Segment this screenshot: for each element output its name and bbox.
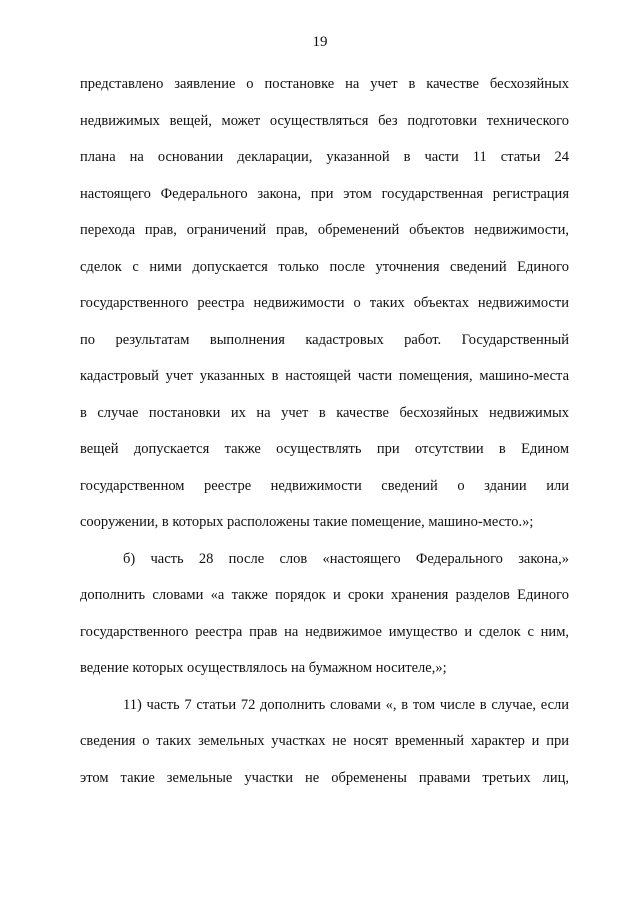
text-line: перехода прав, ограничений прав, обременений объектов недвижимости, <box>80 222 569 238</box>
page-number: 19 <box>312 34 328 50</box>
text-line: государственного реестра недвижимости о таких объектах недвижимости <box>80 295 569 311</box>
body-text <box>80 66 569 796</box>
text-line: сооружении, в которых расположены такие помещение, машино-место.»; <box>80 514 534 530</box>
text-line: сделок с ними допускается только после уточнения сведений Единого <box>80 258 569 275</box>
text-line: вещей допускается также осуществлять при отсутствии в Едином <box>80 441 569 457</box>
text-line: б) часть 28 после слов «настоящего Федерального закона,» <box>123 550 569 567</box>
paragraph-1 <box>80 66 569 541</box>
text-line: представлено заявление о постановке на учет в качестве бесхозяйных <box>80 76 569 92</box>
text-line: настоящего Федерального закона, при этом государственная регистрация <box>80 185 569 202</box>
text-line: сведения о таких земельных участках не носят временный характер и при <box>80 733 569 749</box>
text-line: этом такие земельные участки не обременены правами третьих лиц, <box>80 769 569 786</box>
text-line: дополнить словами «а также порядок и сроки хранения разделов Единого <box>80 587 569 603</box>
text-line: в случае постановки их на учет в качестве бесхозяйных недвижимых <box>80 404 569 421</box>
text-line: кадастровый учет указанных в настоящей части помещения, машино-места <box>80 368 569 384</box>
paragraph-2 <box>80 541 569 687</box>
text-line: государственного реестра прав на недвижимое имущество и сделок с ним, <box>80 623 569 640</box>
text-line: 11) часть 7 статьи 72 дополнить словами «, в том числе в случае, если <box>123 696 569 713</box>
text-line: плана на основании декларации, указанной в части 11 статьи 24 <box>80 149 569 165</box>
text-line: государственном реестре недвижимости сведений о здании или <box>80 477 569 494</box>
text-line: недвижимых вещей, может осуществляться без подготовки технического <box>80 112 569 129</box>
text-line: по результатам выполнения кадастровых работ. Государственный <box>80 331 569 348</box>
text-line: ведение которых осуществлялось на бумажном носителе,»; <box>80 660 447 676</box>
paragraph-3 <box>80 687 569 797</box>
